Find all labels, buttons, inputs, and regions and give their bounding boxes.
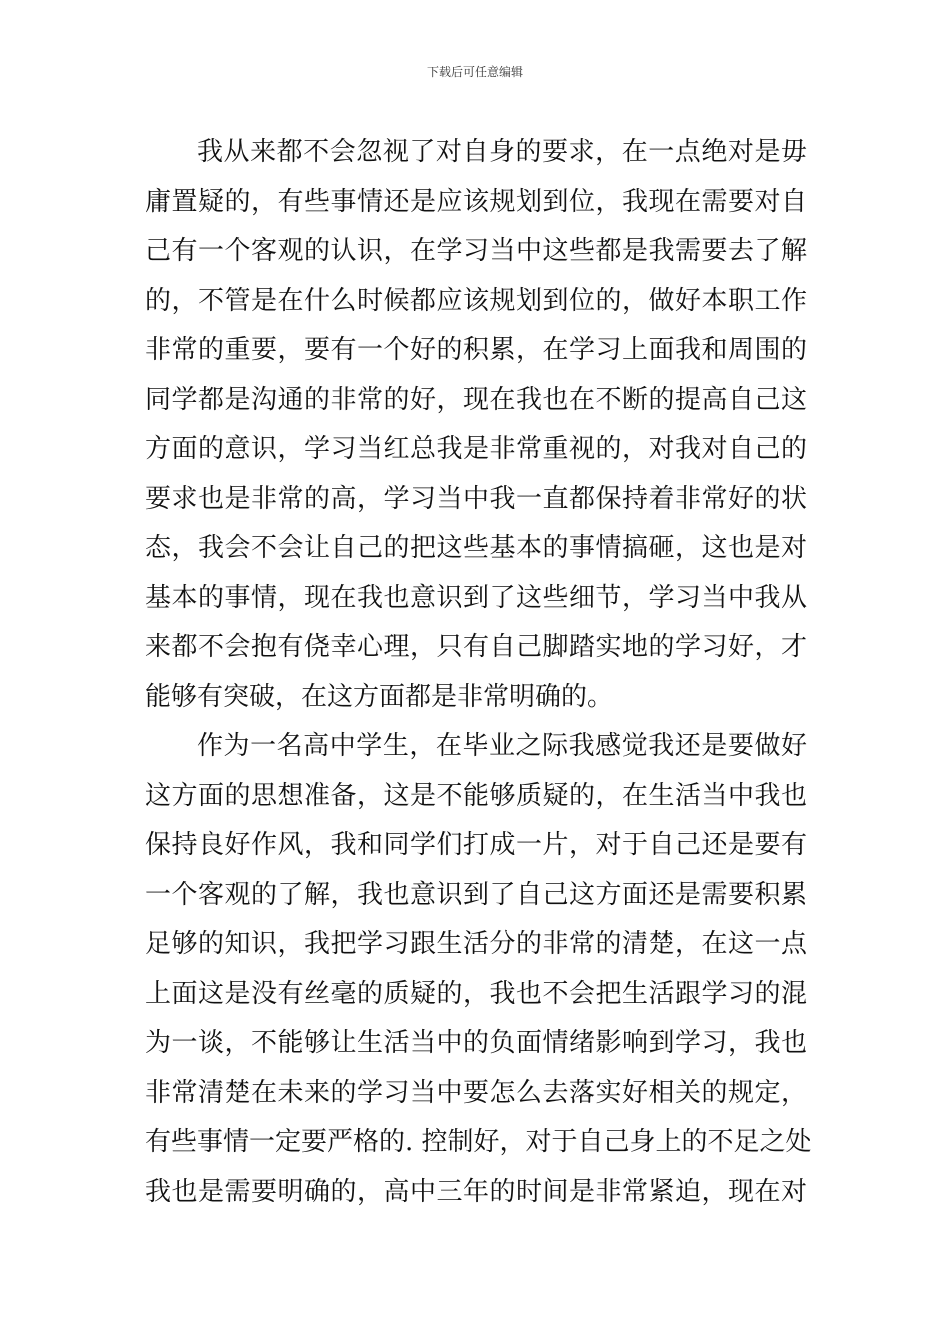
text-line: 庸置疑的，有些事情还是应该规划到位，我现在需要对自 [145, 186, 807, 217]
text-line: 来都不会抱有侥幸心理，只有自己脚踏实地的学习好，才 [145, 632, 807, 662]
text-line: 我从来都不会忽视了对自身的要求，在一点绝对是毋 [197, 137, 807, 167]
text-line: 非常清楚在未来的学习当中要怎么去落实好相关的规定， [145, 1077, 807, 1108]
text-line: 己有一个客观的认识，在学习当中这些都是我需要去了解 [145, 236, 807, 266]
text-line: 保持良好作风，我和同学们打成一片，对于自己还是要有 [145, 830, 807, 860]
text-line: 足够的知识，我把学习跟生活分的非常的清楚，在这一点 [145, 929, 807, 959]
text-line: 为一谈，不能够让生活当中的负面情绪影响到学习，我也 [145, 1028, 807, 1058]
paragraph-1 [145, 128, 807, 722]
text-line: 一个客观的了解，我也意识到了自己这方面还是需要积累 [145, 879, 807, 910]
text-line: 作为一名高中学生，在毕业之际我感觉我还是要做好 [197, 731, 807, 761]
text-line: 我也是需要明确的，高中三年的时间是非常紧迫，现在对 [145, 1176, 807, 1207]
text-line: 同学都是沟通的非常的好，现在我也在不断的提高自己这 [145, 384, 807, 415]
text-line: 上面这是没有丝毫的质疑的，我也不会把生活跟学习的混 [145, 978, 807, 1009]
text-line: 非常的重要，要有一个好的积累，在学习上面我和周围的 [145, 335, 807, 365]
text-line: 有些事情一定要严格的. 控制好，对于自己身上的不足之处 [145, 1127, 812, 1157]
paragraph-2 [145, 722, 812, 1217]
text-line: 能够有突破，在这方面都是非常明确的。 [145, 681, 614, 712]
text-line: 态，我会不会让自己的把这些基本的事情搞砸，这也是对 [145, 533, 807, 563]
text-line: 要求也是非常的高，学习当中我一直都保持着非常好的状 [145, 483, 807, 514]
text-line: 的，不管是在什么时候都应该规划到位的，做好本职工作 [145, 285, 807, 316]
text-line: 这方面的思想准备，这是不能够质疑的，在生活当中我也 [145, 780, 807, 811]
document-body [145, 128, 812, 1217]
text-line: 方面的意识，学习当红总我是非常重视的，对我对自己的 [145, 434, 807, 464]
text-line: 基本的事情，现在我也意识到了这些细节，学习当中我从 [145, 582, 807, 613]
page-header: 下载后可任意编辑 [426, 65, 523, 79]
